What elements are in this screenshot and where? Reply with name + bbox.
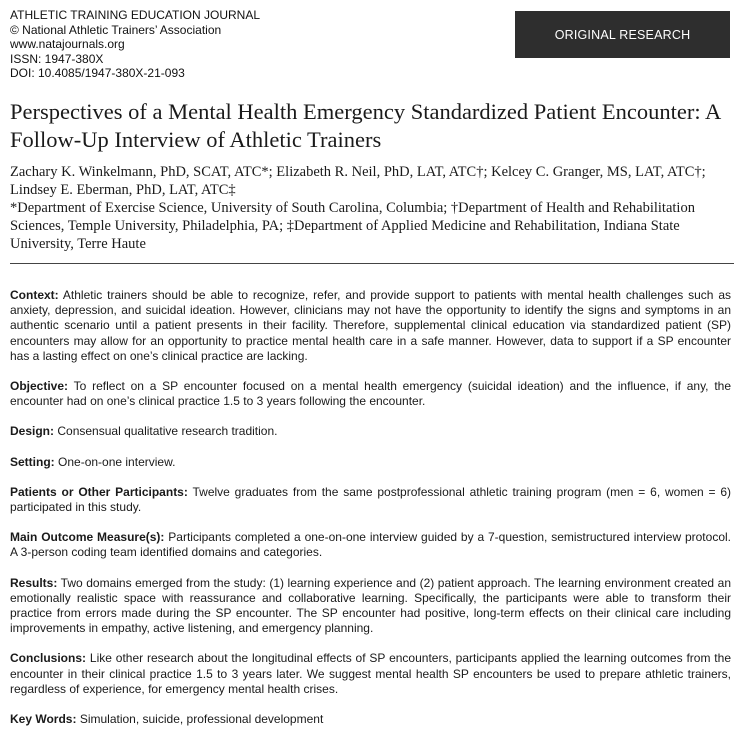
article-title: Perspectives of a Mental Health Emergency Standardized Patient Encounter: A Follow-Up Interview of Athletic Trainers	[10, 99, 720, 152]
abstract-label: Key Words:	[10, 712, 77, 727]
abstract-label: Context:	[10, 288, 59, 302]
journal-website: www.natajournals.org	[10, 37, 125, 52]
abstract-text: Consensual qualitative research tradition.	[57, 424, 278, 439]
abstract-objective	[10, 379, 731, 409]
section-divider	[10, 263, 734, 264]
doi-line: DOI: 10.4085/1947-380X-21-093	[10, 66, 185, 81]
copyright-line: © National Athletic Trainers’ Association	[10, 22, 222, 37]
abstract-design	[10, 424, 731, 439]
abstract-label: Patients or Other Participants:	[10, 484, 188, 499]
abstract-text: Twelve graduates from the same postprofessional athletic training program (men = 6, women = 6) participated in this study.	[10, 484, 731, 515]
abstract-context	[10, 288, 731, 364]
issn-line: ISSN: 1947-380X	[10, 51, 104, 66]
abstract-text: Two domains emerged from the study: (1) learning experience and (2) patient approach. The learning environment created an emotionally realistic space with reassurance and collaborative learning. Specifically, the participants were able to transform their practice from errors made during the SP encounter. The SP encounter had positive, long-term effects on their clinical care including improvements in empathy, active listening, and emergency planning.	[10, 575, 731, 636]
abstract-label: Main Outcome Measure(s):	[10, 530, 165, 545]
abstract-label: Results:	[10, 575, 58, 590]
abstract-setting	[10, 455, 731, 470]
abstract-text: Simulation, suicide, professional development	[79, 712, 324, 727]
journal-masthead	[10, 8, 260, 81]
abstract-text: Athletic trainers should be able to recognize, refer, and provide support to patients with mental health challenges such as anxiety, depression, and suicidal ideation. However, clinicians may not have the opportunity to identify the signs and symptoms in an authentic scenario until a patient presents in their facility. Therefore, supplemental clinical education via standardized patient (SP) encounters may allow for an opportunity to practice mental health care in a safe manner. However, data to support if a SP encounter has a lasting effect on one’s clinical practice are lacking.	[10, 288, 731, 363]
author-list: Zachary K. Winkelmann, PhD, SCAT, ATC*; Elizabeth R. Neil, PhD, LAT, ATC†; Kelcey C. Granger, MS, LAT, ATC†; Lindsey E. Eberman, PhD, LAT, ATC‡	[10, 164, 706, 198]
abstract-label: Conclusions:	[10, 651, 87, 666]
abstract-text: Like other research about the longitudinal effects of SP encounters, participants applied the learning outcomes from the encounter in their clinical practice 1.5 to 3 years later. We suggest mental health SP encounters be used to prepare athletic trainers, regardless of experience, for emergency mental health crises.	[10, 651, 731, 696]
abstract	[10, 288, 731, 742]
article-type-badge: ORIGINAL RESEARCH	[515, 11, 730, 58]
abstract-label: Setting:	[10, 454, 55, 469]
abstract-text: To reflect on a SP encounter focused on a mental health emergency (suicidal ideation) and the influence, if any, the encounter had on one’s clinical practice 1.5 to 3 years following the encounter.	[10, 379, 731, 409]
abstract-label: Objective:	[10, 379, 69, 394]
abstract-text: One-on-one interview.	[58, 454, 176, 469]
abstract-text: Participants completed a one-on-one interview guided by a 7-question, semistructured interview protocol. A 3-person coding team identified domains and categories.	[10, 530, 731, 560]
abstract-results	[10, 576, 731, 637]
abstract-keywords	[10, 712, 731, 727]
abstract-participants	[10, 485, 731, 515]
author-block	[10, 163, 735, 253]
abstract-label: Design:	[10, 424, 55, 439]
abstract-conclusions	[10, 651, 731, 697]
abstract-outcome	[10, 530, 731, 560]
affiliation-list: *Department of Exercise Science, University of South Carolina, Columbia; †Department of Health and Rehabilitation Sciences, Temple University, Philadelphia, PA; ‡Department of Applied Medicine and Rehabilitation, Indiana State University, Terre Haute	[10, 200, 695, 252]
journal-name: ATHLETIC TRAINING EDUCATION JOURNAL	[10, 8, 261, 22]
